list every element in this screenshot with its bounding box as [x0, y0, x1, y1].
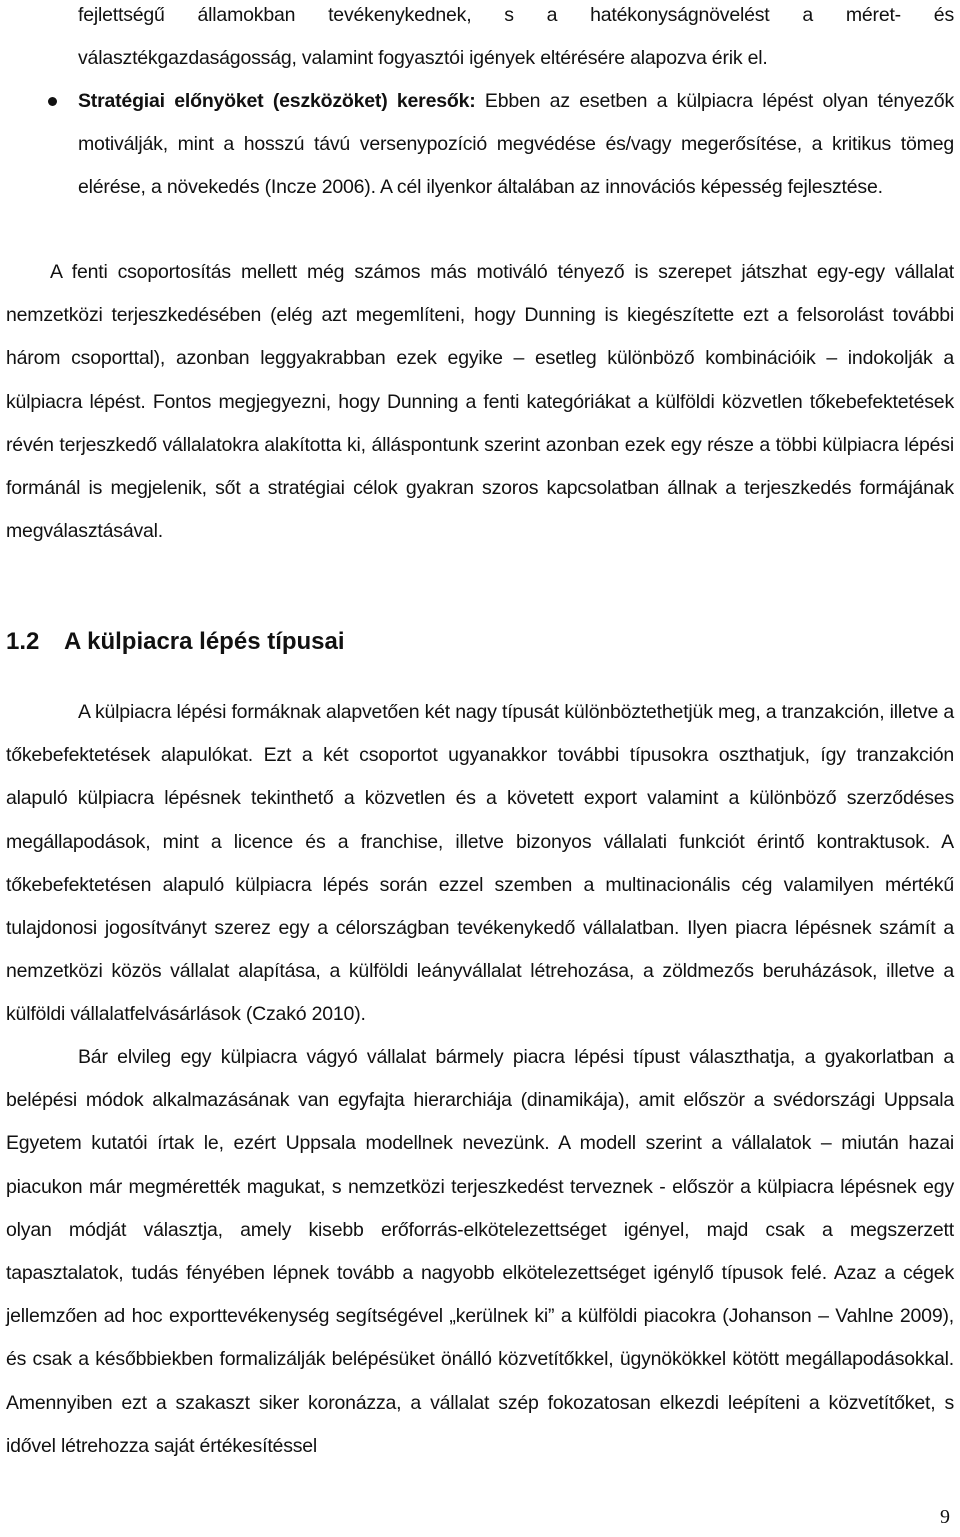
- section-title: A külpiacra lépés típusai: [64, 628, 345, 655]
- page-number: 9: [940, 1506, 950, 1528]
- bullet-text: Ebben az esetben a külpiacra lépést olyan tényezők motiválják, mint a hosszú távú versenypozíció megvédése és/vagy megerősítése, a kritikus tömeg elérése, a növekedés (Incze 2006). A cél ilyenkor általában az innovációs képesség fejlesztése.: [78, 90, 954, 199]
- bullet-item: [78, 80, 954, 210]
- paragraph-motivations: A fenti csoportosítás mellett még számos más motiváló tényező is szerepet játszhat egy-egy vállalat nemzetközi terjeszkedésében (elég azt megemlíteni, hogy Dunning is kiegészítette ezt a felsorolást további három csoporttal), azonban leggyakrabban ezek egyike – esetleg különböző kombinációik – indokolják a külpiacra lépést. Fontos megjegyezni, hogy Dunning a fenti kategóriákat a külföldi közvetlen tőkebefektetések révén terjeszkedő vállalatokra alakította ki, álláspontunk szerint azonban ezek egy része a többi külpiacra lépési formánál is megjelenik, sőt a stratégiai célok gyakran szoros kapcsolatban állnak a terjeszkedés formájának megválasztásával.: [6, 261, 954, 543]
- bullet-label: Stratégiai előnyöket (eszközöket) keresők:: [78, 90, 476, 112]
- continuation-paragraph: fejlettségű államokban tevékenykednek, s a hatékonyságnövelést a méret- és választékgazdaságosság, valamint fogyasztói igények eltérésére alapozva érik el.: [78, 4, 954, 70]
- section-number: 1.2: [6, 628, 40, 655]
- paragraph-entry-types: A külpiacra lépési formáknak alapvetően két nagy típusát különböztethetjük meg, a tranzakción, illetve a tőkebefektetések alapulókat. Ezt a két csoportot ugyanakkor további típusokra oszthatjuk, így tranzakción alapuló külpiacra lépésnek tekinthető a közvetlen és a követett export valamint a különböző szerződéses megállapodások, mint a licence és a franchise, illetve bizonyos vállalati funkciót érintő kontraktusok. A tőkebefektetésen alapuló külpiacra lépés során ezzel szemben a multinacionális cég valamilyen mértékű tulajdonosi jogosítványt szerez egy a célországban tevékenykedő vállalatban. Ilyen piacra lépésnek számít a nemzetközi közös vállalat alapítása, a külföldi leányvállalat létrehozása, a zöldmezős beruházások, illetve a külföldi vállalatfelvásárlások (Czakó 2010).: [6, 701, 954, 1026]
- bullet-icon: [48, 97, 57, 106]
- section-heading: [6, 622, 345, 662]
- paragraph-uppsala-model: Bár elvileg egy külpiacra vágyó vállalat bármely piacra lépési típust választhatja, a gyakorlatban a belépési módok alkalmazásának van egyfajta hierarchiája (dinamikája), amit először a svédországi Uppsala Egyetem kutatói írtak le, ezért Uppsala modellnek nevezünk. A modell szerint a vállalatok – miután hazai piacukon már megmérették magukat, s nemzetközi terjeszkedést terveznek - először a külpiacra lépésnek egy olyan módját választja, amely kisebb erőforrás-elkötelezettséget igényel, majd csak a megszerzett tapasztalatok, tudás fényében lépnek tovább a nagyobb elkötelezettséget igénylő típusok felé. Azaz a cégek jellemzően ad hoc exporttevékenység segítségével „kerülnek ki” a külföldi piacokra (Johanson – Vahlne 2009), és csak a későbbiekben formalizálják belépésüket önálló közvetítőkkel, ügynökökkel kötött megállapodásokkal. Amennyiben ezt a szakaszt siker koronázza, a vállalat szép fokozatosan elkezdi leépíteni a közvetítőket, s idővel létrehozza saját értékesítéssel: [6, 1046, 954, 1457]
